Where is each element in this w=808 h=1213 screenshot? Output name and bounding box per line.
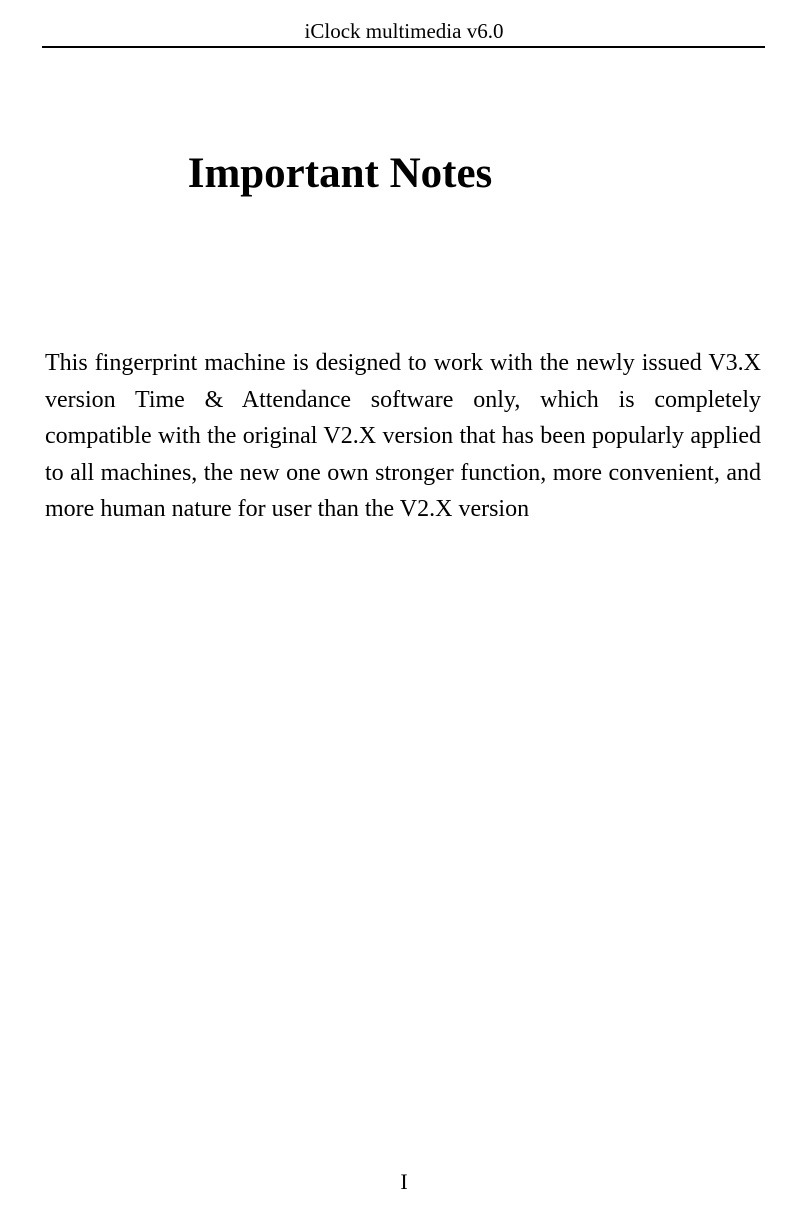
header-divider bbox=[42, 46, 765, 48]
page-title: Important Notes bbox=[187, 150, 493, 197]
body-paragraph: This fingerprint machine is designed to work with the newly issued V3.X version Time & Attendance software only, which is completely compatible with the original V2.X version that has been popularly applied to all machines, the new one own stronger function, more convenient, and more human nature for user than the V2.X version bbox=[45, 350, 761, 522]
page-number: I bbox=[400, 1169, 408, 1194]
running-header-title: iClock multimedia v6.0 bbox=[304, 19, 504, 43]
